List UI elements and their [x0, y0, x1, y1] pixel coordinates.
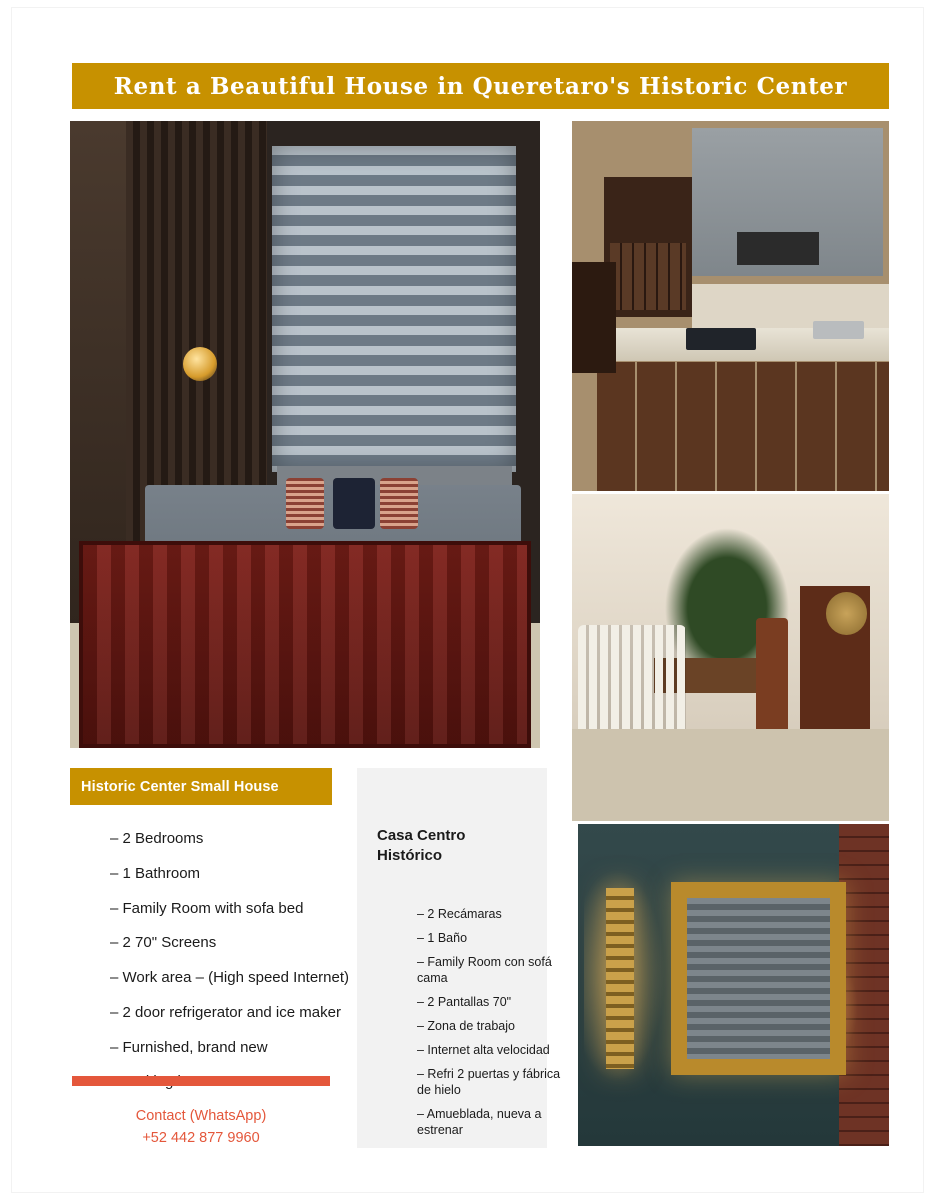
contact-phone[interactable]: +52 442 877 9960 [142, 1129, 260, 1146]
list-item: – Internet alta velocidad [417, 1043, 550, 1057]
divider [72, 1076, 330, 1086]
contact-label: Contact (WhatsApp) [135, 1108, 267, 1124]
stairs-wood-banister [756, 618, 788, 736]
kitchen-doorway [572, 262, 616, 373]
stairs-photo-content [572, 494, 889, 821]
list-item: – Refri 2 puertas y fábrica de hielo [417, 1067, 561, 1097]
kitchen-range-hood [737, 232, 819, 265]
spanish-feature-list [377, 906, 569, 1146]
list-item: – Zona de trabajo [417, 1019, 515, 1033]
bedroom-rug [79, 541, 530, 748]
stairs-round-mirror [826, 592, 867, 635]
kitchen-sink [813, 321, 864, 340]
spanish-section-title: Casa Centro Histórico [377, 827, 466, 865]
kitchen-wine-rack [610, 243, 686, 310]
bedroom-photo [70, 121, 540, 748]
list-item: – Family Room con sofá cama [417, 955, 552, 985]
kitchen-stove [686, 328, 756, 350]
contact-block [70, 1106, 332, 1150]
list-item: – 1 Bathroom [110, 864, 201, 882]
bedroom-pillow [333, 478, 375, 528]
bedroom-pillow [286, 478, 324, 528]
list-item: – 2 door refrigerator and ice maker [110, 1003, 341, 1021]
bedroom-window-blinds [272, 146, 516, 472]
bedroom-pillow [380, 478, 418, 528]
list-item: – 1 Baño [417, 931, 468, 945]
bedroom-lamp [183, 347, 217, 381]
list-item: – Amueblada, nueva a estrenar [417, 1107, 542, 1137]
kitchen-photo-content [572, 121, 889, 491]
mirror-gold-frame [671, 882, 846, 1075]
list-item: – 2 Pantallas 70" [417, 995, 512, 1009]
list-item: – Work area – (High speed Internet) [110, 969, 350, 986]
stairs-photo [572, 494, 889, 821]
english-section-banner [70, 768, 332, 805]
title-banner [72, 63, 889, 109]
list-item: – 2 Recámaras [417, 907, 502, 921]
list-item: – Family Room with sofa bed [110, 899, 304, 917]
mirror-wall-sconce [606, 888, 634, 1068]
mirror-glass [687, 898, 830, 1059]
stairs-floor [572, 729, 889, 821]
page-title: Rent a Beautiful House in Queretaro's Historic Center [113, 72, 848, 100]
kitchen-base-cabinets [597, 362, 889, 492]
list-item: – Furnished, brand new [110, 1038, 268, 1056]
mirror-photo [578, 824, 889, 1146]
kitchen-photo [572, 121, 889, 491]
bedroom-photo-content [70, 121, 540, 748]
list-item: – 2 Bedrooms [110, 830, 204, 847]
list-item: – 2 70" Screens [110, 934, 217, 952]
english-section-title: Historic Center Small House [81, 778, 279, 795]
flyer-sheet [12, 8, 923, 1192]
mirror-photo-content [578, 824, 889, 1146]
